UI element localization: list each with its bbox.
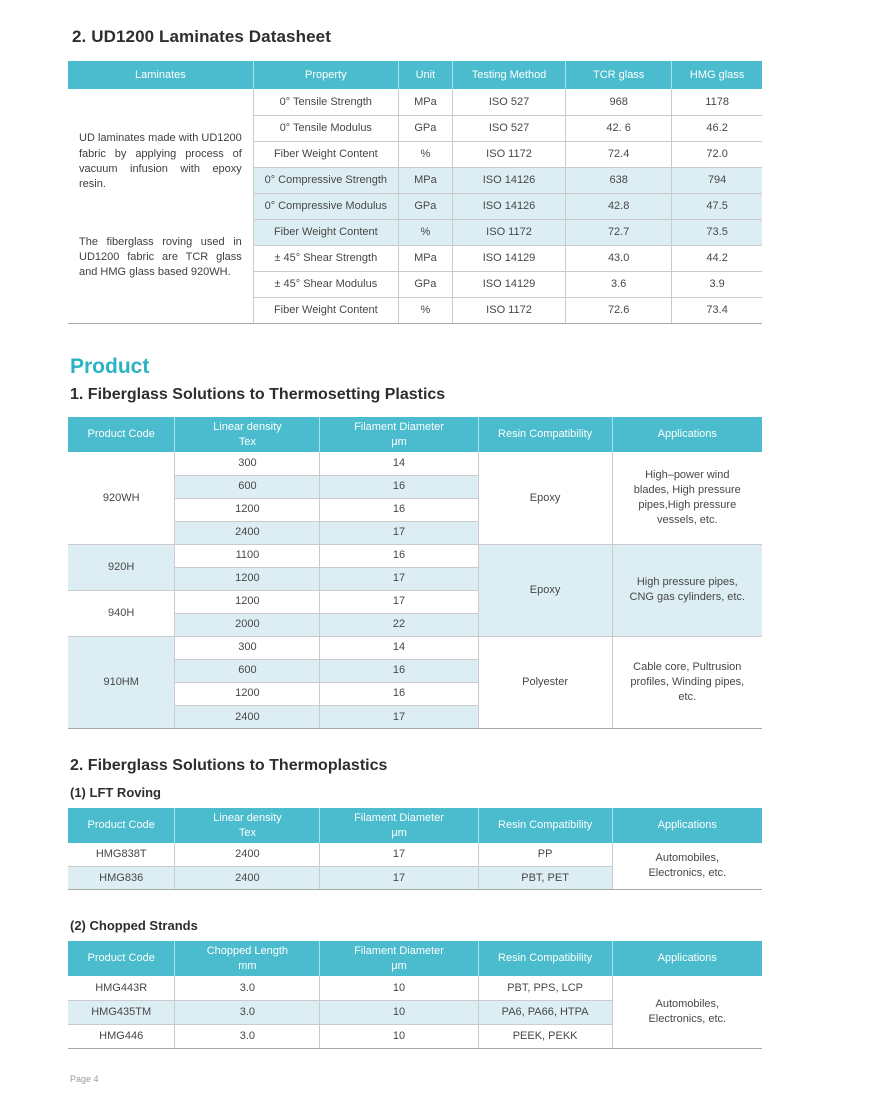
sub-chopped-strands: (2) Chopped Strands (70, 918, 198, 933)
cell-hmg: 47.5 (672, 193, 762, 219)
laminates-note-1: UD laminates made with UD1200 fabric by applying process of vacuum infusion with epoxy resin. (79, 132, 242, 191)
cell-diameter: 17 (320, 705, 478, 728)
page-content (68, 0, 762, 1084)
cell-hmg: 44.2 (672, 245, 762, 271)
header-line-1: Filament Diameter (354, 421, 444, 434)
cell-tcr: 72.7 (566, 219, 672, 245)
cell-diameter: 10 (320, 976, 478, 1000)
header-line-1: Chopped Length (206, 945, 289, 958)
cell-diameter: 16 (320, 475, 478, 498)
section-thermosetting: 1. Fiberglass Solutions to Thermosetting Plastics (70, 386, 446, 403)
datasheet-title: 2. UD1200 Laminates Datasheet (72, 27, 331, 46)
cell-diameter: 17 (320, 567, 478, 590)
laminates-table-wrap (68, 61, 762, 324)
cell-diameter: 17 (320, 866, 478, 889)
cell-property: 0° Compressive Strength (253, 167, 398, 193)
cell-property: 0° Compressive Modulus (253, 193, 398, 219)
cell-applications: Automobiles, Electronics, etc. (612, 976, 762, 1048)
cell-unit: % (398, 297, 452, 323)
cell-method: ISO 527 (452, 89, 565, 115)
cell-method: ISO 527 (452, 115, 565, 141)
lft-table (68, 808, 762, 889)
header-line-2: Tex (238, 435, 256, 448)
col-filament-diameter (320, 417, 478, 452)
cell-applications: Automobiles, Electronics, etc. (612, 843, 762, 889)
header-line-1: Filament Diameter (354, 812, 444, 825)
cell-product-code: HMG446 (68, 1024, 175, 1048)
cell-diameter: 17 (320, 590, 478, 613)
thermoset-header-row (68, 417, 762, 452)
cell-hmg: 46.2 (672, 115, 762, 141)
cell-diameter: 14 (320, 452, 478, 475)
cell-tex: 2400 (175, 521, 320, 544)
cell-length: 3.0 (175, 1000, 320, 1024)
col-linear-density (175, 417, 320, 452)
cell-resin: Polyester (478, 636, 612, 728)
cell-diameter: 10 (320, 1024, 478, 1048)
lft-table-wrap (68, 808, 762, 890)
cell-tex: 2400 (175, 705, 320, 728)
cell-resin: PP (478, 843, 612, 866)
col-hmg-glass: HMG glass (672, 61, 762, 89)
cell-unit: MPa (398, 245, 452, 271)
table-row (68, 843, 762, 866)
cell-method: ISO 1172 (452, 219, 565, 245)
cell-property: 0° Tensile Modulus (253, 115, 398, 141)
col-product-code: Product Code (68, 417, 175, 452)
cell-length: 3.0 (175, 1024, 320, 1048)
col-resin-compatibility: Resin Compatibility (478, 808, 612, 843)
cell-product-code: 920H (68, 544, 175, 590)
product-heading: Product (70, 355, 150, 378)
cell-resin: PEEK, PEKK (478, 1024, 612, 1048)
cell-tcr: 3.6 (566, 271, 672, 297)
cell-resin: PBT, PPS, LCP (478, 976, 612, 1000)
cell-resin: PA6, PA66, HTPA (478, 1000, 612, 1024)
cell-product-code: HMG838T (68, 843, 175, 866)
cell-method: ISO 1172 (452, 141, 565, 167)
header-line-2: mm (238, 959, 257, 972)
col-product-code: Product Code (68, 808, 175, 843)
table-row (68, 89, 762, 115)
thermoset-table (68, 417, 762, 728)
cell-tex: 2400 (175, 843, 320, 866)
col-product-code: Product Code (68, 941, 175, 976)
col-filament-diameter (320, 808, 478, 843)
cell-tex: 600 (175, 475, 320, 498)
header-line-1: Linear density (213, 812, 282, 825)
lft-header-row (68, 808, 762, 843)
cell-tcr: 72.4 (566, 141, 672, 167)
cell-resin: Epoxy (478, 544, 612, 636)
cell-tex: 1200 (175, 590, 320, 613)
cell-method: ISO 14129 (452, 245, 565, 271)
cell-tcr: 968 (566, 89, 672, 115)
cell-tex: 1200 (175, 682, 320, 705)
section-thermoplastics: 2. Fiberglass Solutions to Thermoplastics (70, 757, 388, 774)
col-linear-density (175, 808, 320, 843)
col-property: Property (253, 61, 398, 89)
table-row (68, 636, 762, 659)
cell-diameter: 14 (320, 636, 478, 659)
cell-property: 0° Tensile Strength (253, 89, 398, 115)
cell-method: ISO 14129 (452, 271, 565, 297)
cell-unit: GPa (398, 115, 452, 141)
cell-unit: GPa (398, 193, 452, 219)
cell-tex: 2400 (175, 866, 320, 889)
chopped-table-wrap (68, 941, 762, 1049)
chopped-table (68, 941, 762, 1048)
cell-hmg: 1178 (672, 89, 762, 115)
cell-tex: 300 (175, 452, 320, 475)
cell-diameter: 17 (320, 843, 478, 866)
cell-resin: Epoxy (478, 452, 612, 544)
col-laminates: Laminates (68, 61, 253, 89)
header-line-2: μm (391, 826, 407, 839)
col-tcr-glass: TCR glass (566, 61, 672, 89)
cell-product-code: HMG443R (68, 976, 175, 1000)
cell-length: 3.0 (175, 976, 320, 1000)
cell-property: Fiber Weight Content (253, 297, 398, 323)
cell-unit: MPa (398, 167, 452, 193)
table-row (68, 452, 762, 475)
col-unit: Unit (398, 61, 452, 89)
col-resin-compatibility: Resin Compatibility (478, 941, 612, 976)
cell-applications: High pressure pipes, CNG gas cylinders, etc. (612, 544, 762, 636)
cell-product-code: 940H (68, 590, 175, 636)
cell-hmg: 794 (672, 167, 762, 193)
cell-tex: 1100 (175, 544, 320, 567)
header-line-2: μm (391, 435, 407, 448)
table-row (68, 544, 762, 567)
cell-unit: % (398, 219, 452, 245)
header-line-2: μm (391, 959, 407, 972)
chopped-header-row (68, 941, 762, 976)
cell-unit: MPa (398, 89, 452, 115)
col-testing-method: Testing Method (452, 61, 565, 89)
cell-tex: 600 (175, 659, 320, 682)
laminates-note-cell (68, 89, 253, 323)
cell-applications: High–power wind blades, High pressure pipes,High pressure vessels, etc. (612, 452, 762, 544)
cell-tcr: 42.8 (566, 193, 672, 219)
cell-product-code: 910HM (68, 636, 175, 728)
cell-product-code: HMG836 (68, 866, 175, 889)
page-number: Page 4 (70, 1074, 99, 1084)
header-line-2: Tex (238, 826, 256, 839)
cell-property: ± 45° Shear Strength (253, 245, 398, 271)
cell-hmg: 73.4 (672, 297, 762, 323)
table-row (68, 976, 762, 1000)
col-applications: Applications (612, 941, 762, 976)
cell-tcr: 72.6 (566, 297, 672, 323)
cell-tcr: 638 (566, 167, 672, 193)
cell-diameter: 16 (320, 544, 478, 567)
cell-tex: 300 (175, 636, 320, 659)
cell-property: Fiber Weight Content (253, 219, 398, 245)
cell-resin: PBT, PET (478, 866, 612, 889)
col-chopped-length (175, 941, 320, 976)
cell-hmg: 3.9 (672, 271, 762, 297)
cell-tex: 1200 (175, 567, 320, 590)
cell-product-code: HMG435TM (68, 1000, 175, 1024)
cell-method: ISO 1172 (452, 297, 565, 323)
header-line-1: Linear density (213, 421, 282, 434)
cell-property: Fiber Weight Content (253, 141, 398, 167)
cell-method: ISO 14126 (452, 193, 565, 219)
cell-unit: GPa (398, 271, 452, 297)
cell-tcr: 43.0 (566, 245, 672, 271)
col-applications: Applications (612, 417, 762, 452)
laminates-header-row (68, 61, 762, 89)
cell-tex: 2000 (175, 613, 320, 636)
cell-property: ± 45° Shear Modulus (253, 271, 398, 297)
cell-diameter: 16 (320, 659, 478, 682)
laminates-note-2: The fiberglass roving used in UD1200 fabric are TCR glass and HMG glass based 920WH. (79, 235, 242, 279)
cell-diameter: 10 (320, 1000, 478, 1024)
cell-diameter: 22 (320, 613, 478, 636)
sub-lft-roving: (1) LFT Roving (70, 785, 161, 800)
col-applications: Applications (612, 808, 762, 843)
cell-tcr: 42. 6 (566, 115, 672, 141)
cell-tex: 1200 (175, 498, 320, 521)
col-resin-compatibility: Resin Compatibility (478, 417, 612, 452)
cell-diameter: 17 (320, 521, 478, 544)
col-filament-diameter (320, 941, 478, 976)
cell-method: ISO 14126 (452, 167, 565, 193)
header-line-1: Filament Diameter (354, 945, 444, 958)
laminates-table (68, 61, 762, 323)
cell-applications: Cable core, Pultrusion profiles, Winding pipes, etc. (612, 636, 762, 728)
cell-diameter: 16 (320, 682, 478, 705)
cell-hmg: 72.0 (672, 141, 762, 167)
cell-product-code: 920WH (68, 452, 175, 544)
cell-hmg: 73.5 (672, 219, 762, 245)
cell-diameter: 16 (320, 498, 478, 521)
thermoset-table-wrap (68, 417, 762, 729)
cell-unit: % (398, 141, 452, 167)
